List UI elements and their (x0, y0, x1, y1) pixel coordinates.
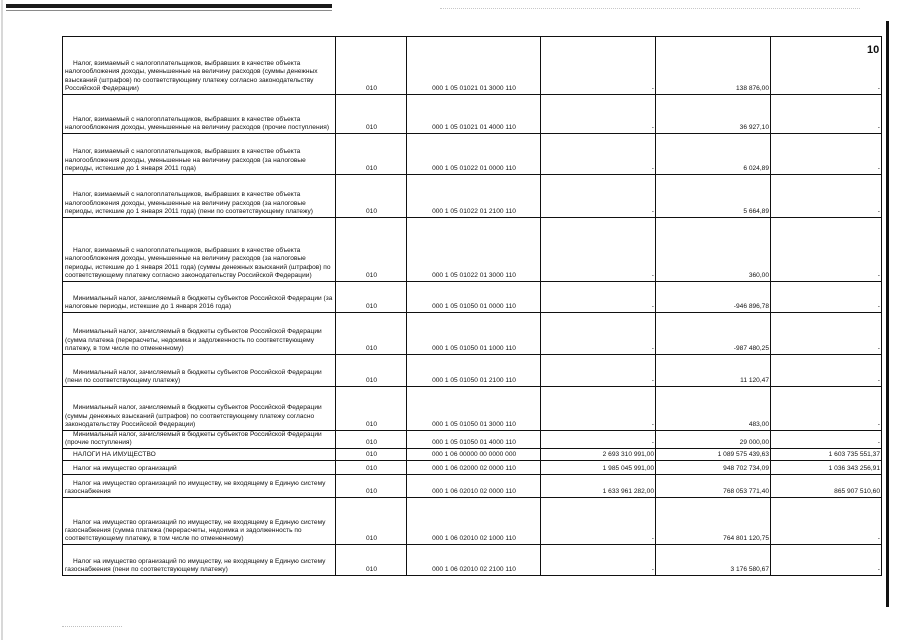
row-unexecuted: - (771, 175, 882, 218)
scan-top-bar (6, 4, 332, 8)
row-name: Налог, взимаемый с налогоплательщиков, выбравших в качестве объекта налогообложения доходы, уменьшенные на величину расходов (за налоговые периоды, истекшие до 1 января 2011 года) (суммы денежных взысканий (штрафов) по соответствующему платежу согласно законодательству Российской Федерации) (63, 218, 336, 282)
table-row (63, 449, 882, 461)
row-unexecuted: - (771, 282, 882, 313)
row-unexecuted: - (771, 218, 882, 282)
scan-top-line (6, 10, 332, 11)
row-unexecuted: - (771, 313, 882, 355)
row-code: 010 (336, 498, 407, 545)
scan-top-noise (440, 8, 860, 10)
row-kbk: 000 1 05 01050 01 4000 110 (407, 431, 541, 449)
row-approved: - (541, 282, 656, 313)
row-code: 010 (336, 461, 407, 475)
row-kbk: 000 1 05 01022 01 3000 110 (407, 218, 541, 282)
row-code: 010 (336, 431, 407, 449)
row-code: 010 (336, 218, 407, 282)
row-name: Минимальный налог, зачисляемый в бюджеты субъектов Российской Федерации (пени по соответствующему платежу) (63, 355, 336, 387)
row-approved: - (541, 37, 656, 95)
row-code: 010 (336, 134, 407, 175)
row-unexecuted: - (771, 431, 882, 449)
row-name: Налог на имущество организаций по имуществу, не входящему в Единую систему газоснабжения (63, 475, 336, 498)
row-approved: - (541, 134, 656, 175)
row-name: НАЛОГИ НА ИМУЩЕСТВО (63, 449, 336, 461)
table-row (63, 475, 882, 498)
row-executed: 483,00 (656, 387, 771, 431)
table-row (63, 545, 882, 576)
table-row (63, 431, 882, 449)
row-executed: 948 702 734,09 (656, 461, 771, 475)
row-executed: -946 896,78 (656, 282, 771, 313)
row-executed: 3 176 580,67 (656, 545, 771, 576)
row-kbk: 000 1 05 01022 01 0000 110 (407, 134, 541, 175)
row-kbk: 000 1 05 01050 01 3000 110 (407, 387, 541, 431)
row-executed: 1 089 575 439,63 (656, 449, 771, 461)
row-kbk: 000 1 05 01022 01 2100 110 (407, 175, 541, 218)
row-approved: - (541, 431, 656, 449)
row-name: Налог, взимаемый с налогоплательщиков, выбравших в качестве объекта налогообложения доходы, уменьшенные на величину расходов (прочие поступления) (63, 95, 336, 134)
row-executed: -987 480,25 (656, 313, 771, 355)
row-approved: - (541, 218, 656, 282)
row-code: 010 (336, 545, 407, 576)
scan-bottom-noise (62, 626, 122, 628)
row-executed: 138 876,00 (656, 37, 771, 95)
table-row (63, 175, 882, 218)
row-approved: - (541, 355, 656, 387)
row-name: Налог, взимаемый с налогоплательщиков, выбравших в качестве объекта налогообложения доходы, уменьшенные на величину расходов (за налоговые периоды, истекшие до 1 января 2011 года) (63, 134, 336, 175)
row-kbk: 000 1 05 01021 01 3000 110 (407, 37, 541, 95)
table-row (63, 37, 882, 95)
row-code: 010 (336, 282, 407, 313)
row-approved: - (541, 175, 656, 218)
row-code: 010 (336, 37, 407, 95)
row-approved: - (541, 95, 656, 134)
row-executed: 768 053 771,40 (656, 475, 771, 498)
scan-left-edge (1, 0, 3, 640)
row-unexecuted: - (771, 134, 882, 175)
table-row (63, 134, 882, 175)
row-name: Налог, взимаемый с налогоплательщиков, выбравших в качестве объекта налогообложения доходы, уменьшенные на величину расходов (за налоговые периоды, истекшие до 1 января 2011 года) (пени по соответствующему платежу) (63, 175, 336, 218)
row-approved: - (541, 387, 656, 431)
row-code: 010 (336, 475, 407, 498)
row-name: Налог на имущество организаций по имуществу, не входящему в Единую систему газоснабжения (пени по соответствующему платежу) (63, 545, 336, 576)
row-code: 010 (336, 449, 407, 461)
row-code: 010 (336, 313, 407, 355)
row-approved: 2 693 310 991,00 (541, 449, 656, 461)
row-name: Налог на имущество организаций по имуществу, не входящему в Единую систему газоснабжения (сумма платежа (перерасчеты, недоимка и задолженность по соответствующему платежу, в том числе по отмененному) (63, 498, 336, 545)
row-kbk: 000 1 05 01050 01 0000 110 (407, 282, 541, 313)
table-row (63, 218, 882, 282)
row-unexecuted: - (771, 95, 882, 134)
row-name: Минимальный налог, зачисляемый в бюджеты субъектов Российской Федерации (за налоговые периоды, истекшие до 1 января 2016 года) (63, 282, 336, 313)
revenue-report-table (62, 36, 882, 576)
row-code: 010 (336, 175, 407, 218)
row-code: 010 (336, 95, 407, 134)
row-approved: 1 985 045 991,00 (541, 461, 656, 475)
table-row (63, 387, 882, 431)
row-unexecuted: 1 603 735 551,37 (771, 449, 882, 461)
row-executed: 29 000,00 (656, 431, 771, 449)
row-executed: 5 664,89 (656, 175, 771, 218)
row-unexecuted: 865 907 510,60 (771, 475, 882, 498)
row-name: Минимальный налог, зачисляемый в бюджеты субъектов Российской Федерации (суммы денежных взысканий (штрафов) по соответствующему платежу согласно законодательству Российской Федерации) (63, 387, 336, 431)
row-name: Налог на имущество организаций (63, 461, 336, 475)
row-code: 010 (336, 355, 407, 387)
row-unexecuted: - (771, 545, 882, 576)
row-approved: 1 633 961 282,00 (541, 475, 656, 498)
table-row (63, 282, 882, 313)
row-executed: 6 024,89 (656, 134, 771, 175)
row-name: Минимальный налог, зачисляемый в бюджеты субъектов Российской Федерации (сумма платежа (перерасчеты, недоимка и задолженность по соответствующему платежу, в том числе по отмененному) (63, 313, 336, 355)
table-row (63, 355, 882, 387)
table-row (63, 498, 882, 545)
row-executed: 36 927,10 (656, 95, 771, 134)
row-kbk: 000 1 06 02010 02 0000 110 (407, 475, 541, 498)
row-unexecuted: - (771, 355, 882, 387)
row-approved: - (541, 313, 656, 355)
row-kbk: 000 1 06 02010 02 2100 110 (407, 545, 541, 576)
row-name: Минимальный налог, зачисляемый в бюджеты субъектов Российской Федерации (прочие поступления) (63, 431, 336, 449)
table-row (63, 461, 882, 475)
table-row (63, 313, 882, 355)
row-kbk: 000 1 05 01021 01 4000 110 (407, 95, 541, 134)
row-unexecuted: - (771, 37, 882, 95)
row-unexecuted: - (771, 498, 882, 545)
row-kbk: 000 1 05 01050 01 2100 110 (407, 355, 541, 387)
row-executed: 764 801 120,75 (656, 498, 771, 545)
row-name: Налог, взимаемый с налогоплательщиков, выбравших в качестве объекта налогообложения доходы, уменьшенные на величину расходов (суммы денежных взысканий (штрафов) по соответствующему платежу согласно законодательству Российской Федерации) (63, 37, 336, 95)
row-unexecuted: 1 036 343 256,91 (771, 461, 882, 475)
row-executed: 360,00 (656, 218, 771, 282)
page-number: 10 (867, 44, 880, 56)
row-code: 010 (336, 387, 407, 431)
row-approved: - (541, 498, 656, 545)
row-kbk: 000 1 06 02010 02 1000 110 (407, 498, 541, 545)
scan-right-bar (886, 21, 889, 607)
row-unexecuted: - (771, 387, 882, 431)
row-executed: 11 120,47 (656, 355, 771, 387)
row-kbk: 000 1 05 01050 01 1000 110 (407, 313, 541, 355)
row-kbk: 000 1 06 00000 00 0000 000 (407, 449, 541, 461)
row-approved: - (541, 545, 656, 576)
table-row (63, 95, 882, 134)
row-kbk: 000 1 06 02000 02 0000 110 (407, 461, 541, 475)
